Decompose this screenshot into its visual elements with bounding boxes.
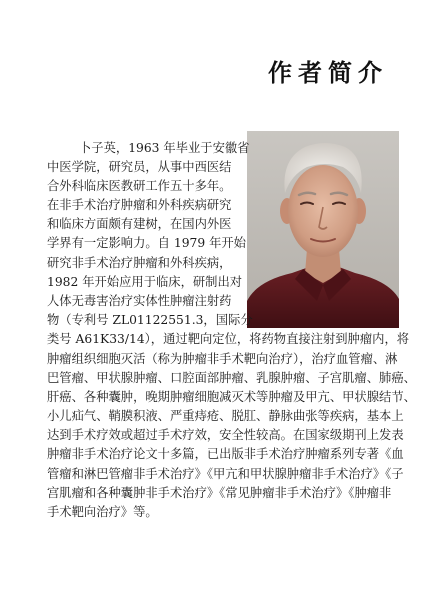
bio-line: 合外科临床医教研工作五十多年。 [47, 179, 232, 193]
bio-line: 肿瘤非手术治疗论文十多篇，已出版非手术治疗肿瘤系列专著《血 [47, 447, 404, 461]
bio-line: 肿瘤组织细胞灭活（称为肿瘤非手术靶向治疗），治疗血管瘤、淋 [47, 352, 398, 366]
author-portrait [247, 131, 399, 328]
bio-line: 卜子英，1963 年毕业于安徽省 [79, 141, 250, 155]
bio-line: 中医学院，研究员，从事中西医结 [47, 160, 232, 174]
bio-line: 1982 年开始应用于临床，研制出对 [47, 275, 243, 289]
bio-line: 巴管瘤、甲状腺肿瘤、口腔面部肿瘤、乳腺肿瘤、子宫肌瘤、肺癌、 [47, 371, 416, 385]
bio-line: 达到手术疗效或超过手术疗效，安全性较高。在国家级期刊上发表 [47, 428, 404, 442]
bio-line: 宫肌瘤和各种囊肿非手术治疗》《常见肿瘤非手术治疗》《肿瘤非 [47, 486, 392, 500]
bio-line: 管瘤和淋巴管瘤非手术治疗》《甲亢和甲状腺肿瘤非手术治疗》《子 [47, 467, 404, 481]
bio-line: 学界有一定影响力。自 1979 年开始 [47, 236, 246, 250]
page-title: 作者简介 [268, 59, 388, 87]
bio-line: 手术靶向治疗》等。 [47, 505, 158, 519]
bio-line: 在非手术治疗肿瘤和外科疾病研究 [47, 198, 232, 212]
bio-line: 类号 A61K33/14），通过靶向定位，将药物直接注射到肿瘤内，将 [47, 332, 410, 346]
bio-line: 和临床方面颇有建树，在国内外医 [47, 217, 232, 231]
bio-line: 研究非手术治疗肿瘤和外科疾病， [47, 256, 232, 270]
bio-line: 人体无毒害治疗实体性肿瘤注射药 [47, 294, 232, 308]
bio-line: 物（专利号 ZL01122551.3，国际分 [47, 313, 253, 327]
bio-line: 肝癌、各种囊肿，晚期肿瘤细胞减灭术等肿瘤及甲亢、甲状腺结节、 [47, 390, 416, 404]
bio-line: 小儿疝气、鞘膜积液、严重痔疮、脱肛、静脉曲张等疾病，基本上 [47, 409, 404, 423]
